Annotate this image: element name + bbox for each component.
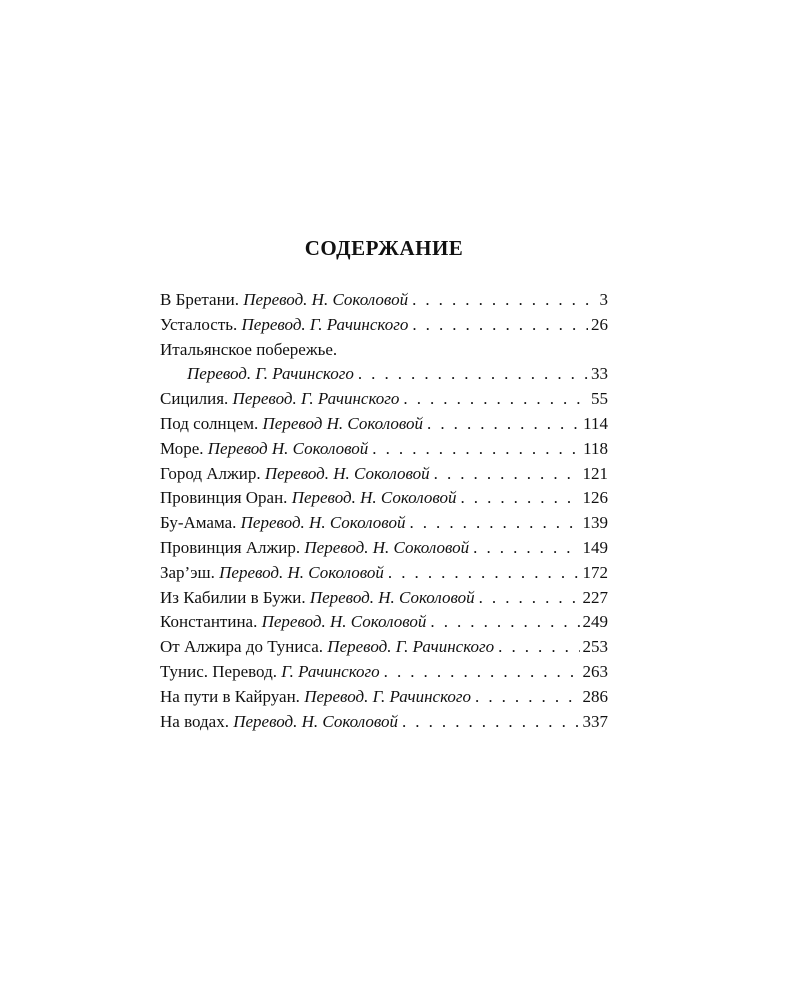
toc-entry-text bbox=[160, 288, 408, 313]
toc-entry bbox=[160, 586, 608, 611]
dot-leader bbox=[473, 536, 579, 561]
toc-entry bbox=[160, 685, 608, 710]
toc-entry-translator: Перевод. Г. Рачинского bbox=[327, 637, 495, 657]
dot-leader bbox=[412, 313, 588, 338]
toc-entry bbox=[160, 610, 608, 635]
toc-entry-text bbox=[160, 660, 380, 685]
toc-entry bbox=[160, 462, 608, 487]
toc-entry-text bbox=[160, 462, 430, 487]
toc-entry-title: Константина. bbox=[160, 612, 258, 632]
dot-leader bbox=[388, 561, 580, 586]
toc-entry-translator: Перевод. Н. Соколовой bbox=[233, 711, 398, 731]
toc-entry-page: 253 bbox=[582, 637, 608, 657]
dot-leader bbox=[434, 462, 580, 487]
toc-entry-translator: Перевод. Н. Соколовой bbox=[304, 537, 470, 557]
toc-entry-page: 118 bbox=[583, 438, 608, 458]
toc-entry-title: Море. bbox=[160, 438, 204, 458]
toc-entry-text bbox=[160, 511, 405, 536]
toc-entry-translator: Перевод Н. Соколовой bbox=[262, 413, 424, 433]
toc-entry-translator: Перевод. Г. Рачинского bbox=[232, 389, 400, 409]
toc-entry-title: В Бретани. bbox=[160, 290, 240, 309]
toc-entry-text bbox=[160, 586, 475, 611]
toc-entry-translator: Перевод. Г. Рачинского bbox=[304, 686, 472, 706]
toc-entry-translator: Перевод. Г. Рачинского bbox=[187, 364, 354, 384]
toc-entry-page: 172 bbox=[582, 562, 608, 582]
toc-entry-page: 263 bbox=[582, 661, 608, 681]
toc-entry-continuation bbox=[160, 362, 608, 387]
toc-entry-title: На водах. bbox=[160, 711, 229, 731]
toc-entry-page: 26 bbox=[591, 314, 608, 334]
toc-entry bbox=[160, 288, 608, 313]
toc-entry-title: Провинция Алжир. bbox=[160, 537, 301, 557]
dot-leader bbox=[403, 387, 588, 412]
toc-entry-page: 126 bbox=[582, 488, 608, 508]
dot-leader bbox=[409, 511, 579, 536]
dot-leader bbox=[498, 635, 579, 660]
toc-entry-title: Провинция Оран. bbox=[160, 488, 288, 508]
dot-leader bbox=[358, 362, 588, 387]
toc-entry-translator: Перевод. Н. Соколовой bbox=[243, 290, 409, 309]
toc-entry-text bbox=[160, 486, 456, 511]
toc-entry-translator: Г. Рачинского bbox=[281, 661, 380, 681]
toc-entry bbox=[160, 338, 608, 363]
toc-entry-text bbox=[160, 561, 384, 586]
toc-entry-title: Тунис. Перевод. bbox=[160, 661, 277, 681]
toc-entry-page: 227 bbox=[582, 587, 608, 607]
dot-leader bbox=[460, 486, 579, 511]
toc-entry-text bbox=[160, 536, 469, 561]
toc-entry-page: 149 bbox=[582, 537, 608, 557]
toc-entry-translator: Перевод. Н. Соколовой bbox=[309, 587, 475, 607]
toc-entry-translator: Перевод. Н. Соколовой bbox=[240, 513, 406, 533]
toc-entry-text bbox=[187, 362, 354, 387]
toc-entry-text bbox=[160, 635, 494, 660]
toc-entry-page: 249 bbox=[582, 612, 608, 632]
toc-entry-title: Под солнцем. bbox=[160, 413, 259, 433]
toc-entry-title: Усталость. bbox=[160, 314, 238, 334]
toc-entry-text bbox=[160, 313, 408, 338]
toc-entry bbox=[160, 486, 608, 511]
toc-entry bbox=[160, 511, 608, 536]
toc-entry-text bbox=[160, 610, 426, 635]
toc-entry-page: 286 bbox=[582, 686, 608, 706]
dot-leader bbox=[402, 710, 580, 735]
toc-entry-page: 337 bbox=[582, 711, 608, 731]
toc-entry bbox=[160, 313, 608, 338]
toc-entry-text bbox=[160, 412, 423, 437]
table-of-contents bbox=[160, 288, 608, 734]
dot-leader bbox=[427, 412, 580, 437]
toc-entry-page: 33 bbox=[591, 364, 608, 384]
toc-entry-translator: Перевод. Н. Соколовой bbox=[264, 463, 430, 483]
toc-entry bbox=[160, 561, 608, 586]
dot-leader bbox=[372, 437, 580, 462]
dot-leader bbox=[412, 288, 596, 313]
toc-entry-title: Зар’эш. bbox=[160, 562, 215, 582]
toc-entry-text bbox=[160, 685, 471, 710]
toc-entry-text bbox=[160, 387, 399, 412]
dot-leader bbox=[475, 685, 579, 710]
toc-entry-title: Из Кабилии в Бужи. bbox=[160, 587, 306, 607]
toc-entry-text bbox=[160, 710, 398, 735]
toc-entry bbox=[160, 710, 608, 735]
toc-entry-title: Бу-Амама. bbox=[160, 513, 237, 533]
toc-entry-page: 121 bbox=[582, 463, 608, 483]
toc-entry-text bbox=[160, 437, 368, 462]
toc-entry-title: Итальянское побережье. bbox=[160, 339, 338, 359]
dot-leader bbox=[384, 660, 580, 685]
toc-entry bbox=[160, 437, 608, 462]
page-title: СОДЕРЖАНИЕ bbox=[304, 236, 464, 260]
toc-entry bbox=[160, 536, 608, 561]
toc-entry-title: От Алжира до Туниса. bbox=[160, 637, 324, 657]
toc-entry bbox=[160, 412, 608, 437]
toc-entry-translator: Перевод Н. Соколовой bbox=[207, 438, 369, 458]
toc-entry-page: 139 bbox=[582, 513, 608, 533]
toc-entry-title: Город Алжир. bbox=[160, 463, 261, 483]
toc-entry-translator: Перевод. Г. Рачинского bbox=[241, 314, 409, 334]
toc-entry-translator: Перевод. Н. Соколовой bbox=[291, 488, 457, 508]
toc-entry-page: 114 bbox=[583, 413, 608, 433]
toc-entry bbox=[160, 387, 608, 412]
toc-entry-title: На пути в Кайруан. bbox=[160, 686, 300, 706]
toc-entry-translator: Перевод. Н. Соколовой bbox=[261, 612, 427, 632]
toc-entry-page: 55 bbox=[591, 389, 608, 409]
toc-entry-page: 3 bbox=[599, 290, 608, 309]
dot-leader bbox=[430, 610, 579, 635]
toc-entry bbox=[160, 660, 608, 685]
toc-entry-translator: Перевод. Н. Соколовой bbox=[219, 562, 384, 582]
dot-leader bbox=[479, 586, 580, 611]
toc-entry-title: Сицилия. bbox=[160, 389, 229, 409]
toc-entry bbox=[160, 635, 608, 660]
